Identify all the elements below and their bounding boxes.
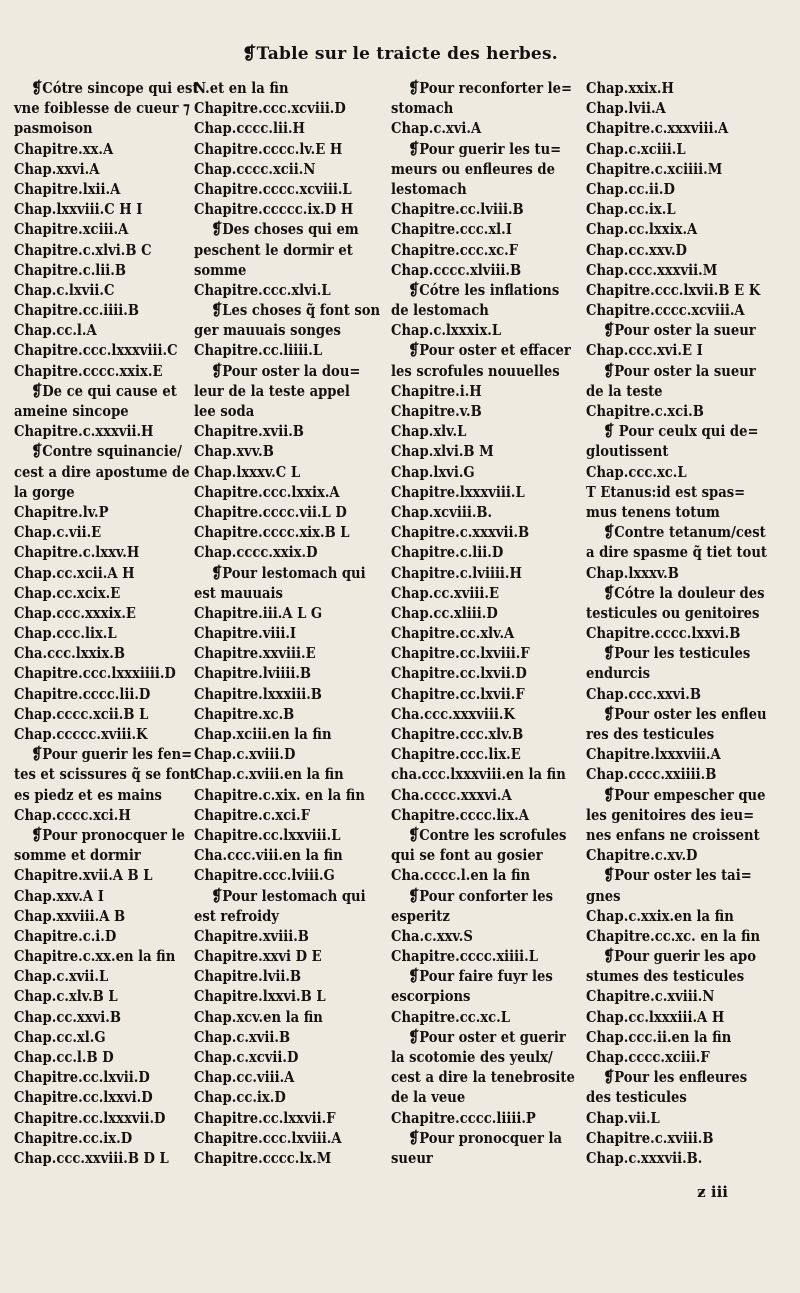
index-entry: Chap.c.xvii.L — [14, 967, 109, 986]
index-entry: Chap.cccc.lii.H — [194, 119, 305, 138]
index-entry: Chapitre.viii.I — [194, 624, 297, 643]
index-heading: ❡ Pour ceulx qui de= — [603, 422, 759, 441]
index-heading: ❡Pour les testicules — [603, 644, 751, 663]
index-entry: Chapitre.cccc.lii.D — [14, 684, 151, 703]
index-entry: Chapitre.xvii.A B L — [14, 866, 153, 885]
index-heading-continued: des testicules — [586, 1088, 687, 1107]
index-heading-continued: ger mauuais songes — [194, 321, 341, 340]
index-heading: ❡Pour les enfleures — [603, 1068, 748, 1087]
index-entry: Chapitre.c.xciiii.M — [586, 159, 723, 178]
index-heading-continued: esperitz — [391, 906, 450, 925]
index-entry: Chapitre.cc.lxxxvii.D — [14, 1108, 166, 1127]
index-entry: Chapitre.ccc.xl.I — [391, 220, 512, 239]
index-heading-continued: somme et dormir — [14, 846, 141, 865]
index-heading-continued: leur de la teste appel — [194, 381, 350, 400]
index-entry: Chap.c.xciii.L — [586, 139, 686, 158]
index-entry: Chapitre.xxviii.E — [194, 644, 316, 663]
index-heading: ❡Pour oster la sueur — [603, 321, 756, 340]
index-entry: Chapitre.c.xv.D — [586, 846, 698, 865]
index-entry: Chap.xlv.L — [391, 422, 467, 441]
index-entry: Chapitre.c.xviii.B — [586, 1128, 714, 1147]
index-entry: Chap.xciii.en la fin — [194, 725, 332, 743]
index-entry: Chapitre.c.lxxv.H — [14, 543, 140, 562]
index-entry: Chap.cc.xxv.D — [586, 240, 687, 259]
index-entry: Chapitre.c.xlvi.B C — [14, 240, 152, 259]
index-entry: Chap.cc.ii.D — [586, 179, 675, 198]
index-entry: Chapitre.lviiii.B — [194, 664, 312, 683]
index-entry: Chap.c.lxvii.C — [14, 280, 115, 299]
index-heading-continued: testicules ou genitoires — [586, 603, 760, 622]
index-entry: Chapitre.ccc.lxxxviii.C — [14, 341, 178, 360]
index-heading-continued: la scotomie des yeulx/ — [391, 1048, 553, 1066]
index-entry: Chap.cc.lxxix.A — [586, 220, 698, 239]
index-entry: Chapitre.c.xx.en la fin — [14, 947, 176, 966]
index-entry: Chap.cccc.xlviii.B — [391, 260, 522, 279]
index-entry: Chap.xlvi.B M — [391, 442, 494, 461]
index-entry: Chapitre.c.xci.F — [194, 805, 311, 824]
index-entry: Chapitre.cccc.xcviii.L — [194, 179, 352, 198]
index-entry: Chapitre.ccc.xlv.B — [391, 725, 524, 743]
index-heading-continued: de lestomach — [391, 301, 489, 320]
index-entry: Chapitre.ccc.lviii.G — [194, 866, 335, 885]
index-entry: Chap.c.vii.E — [14, 523, 102, 542]
index-entry: Chap.lxxxv.C L — [194, 462, 301, 481]
index-entry: Chapitre.ccc.xcviii.D — [194, 99, 346, 118]
index-entry: Chapitre.cc.lxxvi.D — [14, 1088, 153, 1107]
index-entry: Chapitre.c.xviii.N — [586, 987, 715, 1006]
index-entry: Chapitre.lvii.B — [194, 967, 302, 986]
index-heading: ❡Pour pronocquer le — [31, 825, 185, 844]
index-entry: Chapitre.ccc.lxvii.B E K — [586, 280, 761, 299]
index-entry: Chap.cc.xcii.A H — [14, 563, 135, 582]
index-entry: Chap.lxvi.G — [391, 462, 475, 481]
index-entry: Cha.ccc.lxxix.B — [14, 644, 125, 663]
index-entry: Chapitre.xxvi D E — [194, 947, 322, 966]
index-entry: Chap.ccc.xxviii.B D L — [14, 1148, 169, 1167]
index-entry: Chapitre.cccc.lix.A — [391, 805, 529, 824]
index-heading: ❡Cótre les inflations — [408, 280, 560, 299]
index-heading: ❡Contre les scrofules — [408, 825, 567, 844]
index-entry: Chap.lvii.A — [586, 99, 666, 118]
index-entry: Chap.cc.xliii.D — [391, 603, 498, 622]
index-entry: Chap.cccc.xxix.D — [194, 543, 318, 562]
index-entry: Chap.xcviii.B. — [391, 502, 493, 521]
index-entry: Chap.c.xcvii.D — [194, 1048, 299, 1066]
index-heading: ❡Pour guerir les fen= — [31, 745, 193, 764]
index-entry: Chapitre.c.lii.D — [391, 543, 504, 562]
index-entry: Chap.cc.xviii.E — [391, 583, 500, 602]
index-heading-continued: sueur — [391, 1148, 433, 1167]
index-entry: Chap.xvv.B — [194, 442, 274, 461]
index-heading-continued: lee soda — [194, 402, 255, 420]
index-entry: Chap.cc.l.B D — [14, 1048, 114, 1066]
index-entry: Chapitre.cc.ix.D — [14, 1128, 133, 1147]
index-entry: Chap.ccc.xxvi.B — [586, 684, 701, 703]
index-entry: Chapitre.cccc.xiiii.L — [391, 947, 539, 966]
index-entry: Cha.cccc.l.en la fin — [391, 866, 531, 885]
index-entry: Chap.cc.xcix.E — [14, 583, 121, 602]
index-entry: Chapitre.ccc.xlvi.L — [194, 280, 331, 299]
index-entry: Chapitre.cccc.xcviii.A — [586, 301, 745, 320]
index-entry: Chapitre.ccc.lxxix.A — [194, 482, 340, 501]
index-heading: ❡Pour reconforter le= — [408, 79, 572, 97]
index-heading-continued: cest a dire la tenebrosite — [391, 1068, 575, 1087]
index-entry: Chapitre.cc.lxxvii.F — [194, 1108, 336, 1127]
index-entry: Chap.c.xlv.B L — [14, 987, 118, 1006]
index-entry: Chapitre.v.B — [391, 402, 482, 420]
index-entry: Chapitre.cc.lxvii.D — [14, 1068, 150, 1087]
index-entry: Chapitre.lxxvi.B L — [194, 987, 326, 1006]
index-heading-continued: es piedz et es mains — [14, 785, 162, 804]
index-entry: Chapitre.ccc.lxxxiiii.D — [14, 664, 176, 683]
index-heading-continued: somme — [194, 260, 247, 279]
index-heading-continued: stomach — [391, 99, 454, 118]
index-heading-continued: endurcis — [586, 664, 651, 683]
index-entry: Cha.c.xxv.S — [391, 926, 473, 945]
index-entry: Chap.c.xvi.A — [391, 119, 482, 138]
index-heading-continued: a dire spasme q̃ tiet tout — [586, 543, 767, 562]
index-heading: ❡Pour oster la dou= — [211, 361, 361, 380]
index-heading-continued: cest a dire apostume de — [14, 462, 190, 481]
index-entry: Chapitre.ccc.lxviii.A — [194, 1128, 342, 1147]
index-entry: Chapitre.cccc.lv.E H — [194, 139, 343, 158]
index-entry: Chapitre.c.lviiii.H — [391, 563, 522, 582]
signature-mark: ƶ iii — [697, 1183, 728, 1201]
index-heading-continued: qui se font au gosier — [391, 846, 543, 865]
index-entry: Chap.cc.xl.G — [14, 1027, 106, 1046]
index-heading: ❡Pour oster les tai= — [603, 866, 752, 885]
index-entry: Chapitre.iii.A L G — [194, 603, 323, 622]
index-entry: Chap.ccc.xxxvii.M — [586, 260, 718, 279]
index-entry: Chapitre.lxxxviii.L — [391, 482, 525, 501]
index-entry: Chapitre.xvii.B — [194, 422, 304, 441]
index-heading: ❡Pour conforter les — [408, 886, 554, 905]
index-entry: Chap.c.xviii.D — [194, 745, 296, 764]
index-entry: Chap.cccc.xciii.F — [586, 1048, 710, 1066]
index-heading: ❡Pour oster les enfleu — [603, 704, 767, 723]
index-entry: Chapitre.cc.lxvii.F — [391, 684, 525, 703]
index-heading-continued: peschent le dormir et — [194, 240, 353, 259]
index-entry: Chap.xxvi.A — [14, 159, 100, 178]
index-entry: Chapitre.c.xxxvii.H — [14, 422, 154, 441]
index-heading-continued: tes et scissures q̃ se font — [14, 765, 196, 784]
index-heading: ❡Pour faire fuyr les — [408, 967, 553, 986]
index-entry: Chapitre.cc.xc.L — [391, 1007, 511, 1026]
index-entry: N.et en la fin — [194, 79, 289, 97]
index-entry: Chapitre.c.lii.B — [14, 260, 127, 279]
index-entry: Chap.cc.lxxxiii.A H — [586, 1007, 725, 1026]
index-heading: ❡Pour oster la sueur — [603, 361, 756, 380]
index-entry: Chapitre.cccc.liiii.P — [391, 1108, 536, 1127]
index-heading: ❡Pour guerir les tu= — [408, 139, 562, 158]
index-entry: Chap.cccc.xci.H — [14, 805, 131, 824]
index-entry: Chap.cc.viii.A — [194, 1068, 295, 1087]
index-entry: Chapitre.ccc.xc.F — [391, 240, 519, 259]
index-column-3 — [391, 78, 589, 1168]
index-heading-continued: nes enfans ne croissent — [586, 825, 760, 844]
index-heading: ❡Les choses q̃ font son — [211, 301, 381, 320]
index-entry: Chapitre.ccc.lix.E — [391, 745, 521, 764]
index-entry: Chapitre.lxii.A — [14, 179, 121, 198]
index-entry: Chap.xcv.en la fin — [194, 1007, 323, 1026]
index-heading-continued: les genitoires des ieu= — [586, 805, 755, 824]
index-entry: Chap.cccc.xxiiii.B — [586, 765, 717, 784]
index-entry: Chap.ccc.lix.L — [14, 624, 117, 643]
index-entry: Chap.ccc.xc.L — [586, 462, 687, 481]
index-heading-continued: est mauuais — [194, 583, 283, 602]
index-entry: Chap.cccc.xcii.N — [194, 159, 316, 178]
index-entry: Cha.ccc.xxxviii.K — [391, 704, 515, 723]
index-entry: Chap.xxv.A I — [14, 886, 104, 905]
index-heading: ❡De ce qui cause et — [31, 381, 177, 400]
index-heading: ❡Des choses qui em — [211, 220, 359, 239]
index-heading-continued: res des testicules — [586, 725, 715, 743]
index-entry: cha.ccc.lxxxviii.en la fin — [391, 765, 566, 784]
index-heading: ❡Pour pronocquer la — [408, 1128, 563, 1147]
index-heading-continued: gnes — [586, 886, 621, 905]
index-heading-continued: la gorge — [14, 482, 75, 501]
index-heading: ❡Pour oster et effacer — [408, 341, 571, 360]
index-entry: Chapitre.i.H — [391, 381, 482, 400]
index-entry: Chap.ccc.xxxix.E — [14, 603, 136, 622]
index-heading: ❡Contre squinancie/ — [31, 442, 182, 461]
index-heading-continued: les scrofules nouuelles — [391, 361, 560, 380]
index-entry: Cha.ccc.viii.en la fin — [194, 846, 343, 865]
index-entry: Chapitre.cc.lxviii.F — [391, 644, 530, 663]
index-entry: Chap.ccc.xvi.E I — [586, 341, 703, 360]
index-heading: ❡Cótre la douleur des — [603, 583, 765, 602]
index-entry: Chapitre.xc.B — [194, 704, 295, 723]
index-heading: ❡Cótre sincope qui est — [31, 79, 199, 97]
index-entry: Chapitre.cccc.xxix.E — [14, 361, 163, 380]
index-heading-continued: gloutissent — [586, 442, 669, 461]
index-entry: Chap.ccccc.xviii.K — [14, 725, 148, 743]
index-entry: Chap.c.lxxxix.L — [391, 321, 502, 340]
index-heading-continued: T Etanus:id est spas= — [586, 482, 746, 501]
index-entry: Chap.cc.xxvi.B — [14, 1007, 121, 1026]
index-entry: Chapitre.cc.xc. en la fin — [586, 926, 761, 945]
index-entry: Chapitre.cc.xlv.A — [391, 624, 515, 643]
index-entry: Chap.cc.ix.L — [586, 200, 676, 219]
index-heading-continued: escorpions — [391, 987, 471, 1006]
index-entry: Chapitre.xviii.B — [194, 926, 309, 945]
index-entry: Chapitre.cccc.lx.M — [194, 1148, 332, 1167]
index-entry: Chapitre.cc.lviii.B — [391, 200, 524, 219]
index-heading-continued: stumes des testicules — [586, 967, 745, 986]
index-entry: Chap.ccc.ii.en la fin — [586, 1027, 732, 1046]
index-heading: ❡Pour lestomach qui — [211, 563, 366, 582]
index-entry: Chap.c.xxix.en la fin — [586, 906, 734, 925]
index-entry: Chap.cccc.xcii.B L — [14, 704, 149, 723]
index-entry: Chapitre.cc.lxxviii.L — [194, 825, 341, 844]
index-entry: Chapitre.cccc.vii.L D — [194, 502, 347, 521]
index-heading: ❡Pour guerir les apo — [603, 947, 757, 966]
index-column-4 — [586, 78, 792, 1168]
index-entry: Chapitre.lxxxiii.B — [194, 684, 322, 703]
index-entry: Chapitre.ccccc.ix.D H — [194, 200, 354, 219]
index-entry: Chapitre.xciii.A — [14, 220, 129, 239]
index-entry: Chap.cc.l.A — [14, 321, 97, 340]
index-heading-continued: lestomach — [391, 179, 467, 198]
index-heading-continued: ameine sincope — [14, 402, 129, 420]
index-entry: Chapitre.cc.liiii.L — [194, 341, 323, 360]
index-entry: Chap.c.xviii.en la fin — [194, 765, 344, 784]
index-heading-continued: vne foiblesse de cueur ⁊ — [14, 99, 190, 118]
index-entry: Chap.vii.L — [586, 1108, 660, 1127]
page-title: ❡Table sur le traicte des herbes. — [242, 44, 558, 64]
index-entry: Chap.cc.ix.D — [194, 1088, 286, 1107]
index-entry: Chap.lxxxv.B — [586, 563, 679, 582]
index-heading: ❡Pour oster et guerir — [408, 1027, 566, 1046]
index-column-1 — [14, 78, 199, 1168]
index-entry: Chapitre.lv.P — [14, 502, 109, 521]
index-entry: Cha.cccc.xxxvi.A — [391, 785, 512, 804]
index-heading-continued: meurs ou enfleures de — [391, 159, 555, 178]
index-entry: Chap.lxxviii.C H I — [14, 200, 143, 219]
index-heading: ❡Pour lestomach qui — [211, 886, 366, 905]
index-heading-continued: est refroidy — [194, 906, 279, 925]
index-entry: Chapitre.cc.iiii.B — [14, 301, 140, 320]
index-entry: Chap.c.xvii.B — [194, 1027, 291, 1046]
index-entry: Chap.xxviii.A B — [14, 906, 126, 925]
index-entry: Chapitre.c.xxxvii.B — [391, 523, 530, 542]
index-entry: Chapitre.c.xix. en la fin — [194, 785, 365, 804]
index-entry: Chapitre.cccc.lxxvi.B — [586, 624, 741, 643]
index-entry: Chapitre.c.i.D — [14, 926, 117, 945]
index-heading-continued: de la teste — [586, 381, 663, 400]
index-entry: Chap.xxix.H — [586, 79, 674, 97]
index-entry: Chapitre.cc.lxvii.D — [391, 664, 527, 683]
index-entry: Chap.c.xxxvii.B. — [586, 1148, 703, 1167]
index-entry: Chapitre.cccc.xix.B L — [194, 523, 350, 542]
index-heading: ❡Contre tetanum/cest — [603, 523, 766, 542]
index-heading-continued: mus tenens totum — [586, 502, 720, 521]
index-heading: ❡Pour empescher que — [603, 785, 766, 804]
index-column-2 — [194, 78, 388, 1168]
index-entry: Chapitre.lxxxviii.A — [586, 745, 721, 764]
index-heading-continued: pasmoison — [14, 119, 93, 138]
index-entry: Chapitre.c.xci.B — [586, 402, 704, 420]
index-heading-continued: de la veue — [391, 1088, 466, 1107]
index-entry: Chapitre.c.xxxviii.A — [586, 119, 729, 138]
index-entry: Chapitre.xx.A — [14, 139, 114, 158]
